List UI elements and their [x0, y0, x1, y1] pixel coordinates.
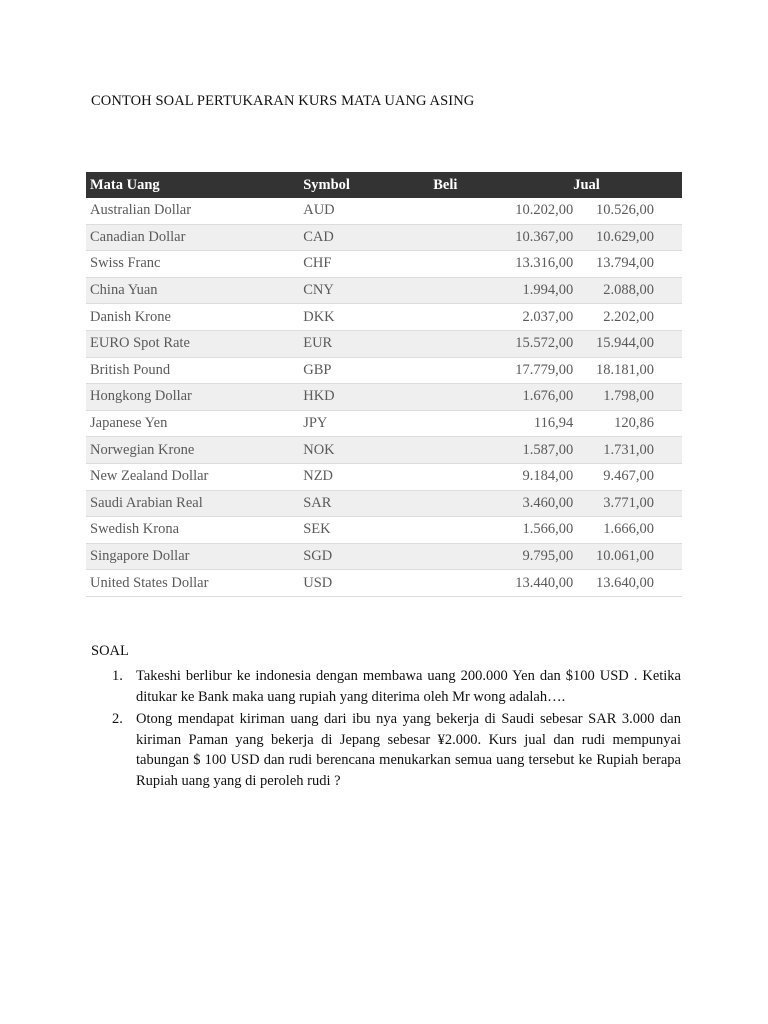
buy-rate: 9.795,00 — [433, 543, 573, 570]
buy-rate: 1.994,00 — [433, 277, 573, 304]
buy-rate: 1.566,00 — [433, 517, 573, 544]
table-row — [86, 304, 682, 331]
currency-name: Australian Dollar — [86, 198, 303, 224]
sell-rate: 9.467,00 — [573, 463, 682, 490]
currency-symbol: EUR — [303, 330, 433, 357]
currency-symbol: CNY — [303, 277, 433, 304]
question-number: 2. — [112, 711, 123, 727]
currency-symbol: HKD — [303, 384, 433, 411]
table-row — [86, 437, 682, 464]
buy-rate: 2.037,00 — [433, 304, 573, 331]
sell-rate: 1.798,00 — [573, 384, 682, 411]
currency-name: Swedish Krona — [86, 517, 303, 544]
currency-symbol: NZD — [303, 463, 433, 490]
header-symbol: Symbol — [303, 172, 433, 198]
question-text: Takeshi berlibur ke indonesia dengan membawa uang 200.000 Yen dan $100 USD . Ketika ditukar ke Bank maka uang rupiah yang diterima oleh Mr wong adalah…. — [136, 668, 681, 705]
table-row — [86, 410, 682, 437]
currency-symbol: DKK — [303, 304, 433, 331]
currency-name: Singapore Dollar — [86, 543, 303, 570]
header-sell: Jual — [573, 172, 682, 198]
sell-rate: 10.061,00 — [573, 543, 682, 570]
question-text: Otong mendapat kiriman uang dari ibu nya yang bekerja di Saudi sebesar SAR 3.000 dan kiriman Paman yang bekerja di Jepang sebesar ¥2.000. Kurs jual dan rudi mempunyai tabungan $ 100 USD dan rudi berencana menukarkan semua uang tersebut ke Rupiah berapa Rupiah uang yang di peroleh rudi ? — [136, 711, 681, 789]
table-row — [86, 463, 682, 490]
questions-heading: SOAL — [91, 643, 129, 659]
sell-rate: 2.088,00 — [573, 277, 682, 304]
currency-name: Japanese Yen — [86, 410, 303, 437]
sell-rate: 13.794,00 — [573, 251, 682, 278]
currency-symbol: CHF — [303, 251, 433, 278]
currency-name: Hongkong Dollar — [86, 384, 303, 411]
currency-symbol: NOK — [303, 437, 433, 464]
buy-rate: 10.367,00 — [433, 224, 573, 251]
sell-rate: 1.731,00 — [573, 437, 682, 464]
currency-name: Norwegian Krone — [86, 437, 303, 464]
currency-name: Swiss Franc — [86, 251, 303, 278]
table-header-row — [86, 172, 682, 198]
header-currency: Mata Uang — [86, 172, 303, 198]
sell-rate: 3.771,00 — [573, 490, 682, 517]
header-buy: Beli — [433, 172, 573, 198]
buy-rate: 3.460,00 — [433, 490, 573, 517]
buy-rate: 10.202,00 — [433, 198, 573, 224]
table-row — [86, 384, 682, 411]
sell-rate: 18.181,00 — [573, 357, 682, 384]
currency-symbol: CAD — [303, 224, 433, 251]
table-row — [86, 224, 682, 251]
currency-symbol: SEK — [303, 517, 433, 544]
table-row — [86, 251, 682, 278]
currency-name: New Zealand Dollar — [86, 463, 303, 490]
currency-name: British Pound — [86, 357, 303, 384]
currency-name: Saudi Arabian Real — [86, 490, 303, 517]
sell-rate: 120,86 — [573, 410, 682, 437]
buy-rate: 17.779,00 — [433, 357, 573, 384]
sell-rate: 15.944,00 — [573, 330, 682, 357]
currency-symbol: GBP — [303, 357, 433, 384]
table-row — [86, 357, 682, 384]
buy-rate: 15.572,00 — [433, 330, 573, 357]
currency-symbol: SGD — [303, 543, 433, 570]
buy-rate: 13.440,00 — [433, 570, 573, 597]
sell-rate: 10.629,00 — [573, 224, 682, 251]
currency-symbol: AUD — [303, 198, 433, 224]
table-row — [86, 330, 682, 357]
currency-name: EURO Spot Rate — [86, 330, 303, 357]
currency-name: Canadian Dollar — [86, 224, 303, 251]
table-row — [86, 570, 682, 597]
currency-symbol: USD — [303, 570, 433, 597]
exchange-rate-table — [86, 172, 682, 597]
currency-symbol: SAR — [303, 490, 433, 517]
sell-rate: 10.526,00 — [573, 198, 682, 224]
table-row — [86, 543, 682, 570]
table-row — [86, 490, 682, 517]
questions-section — [91, 643, 681, 793]
buy-rate: 1.587,00 — [433, 437, 573, 464]
table-row — [86, 277, 682, 304]
buy-rate: 9.184,00 — [433, 463, 573, 490]
buy-rate: 1.676,00 — [433, 384, 573, 411]
currency-symbol: JPY — [303, 410, 433, 437]
table-row — [86, 517, 682, 544]
question-item — [91, 709, 681, 791]
buy-rate: 116,94 — [433, 410, 573, 437]
buy-rate: 13.316,00 — [433, 251, 573, 278]
question-item — [91, 666, 681, 707]
sell-rate: 13.640,00 — [573, 570, 682, 597]
currency-name: China Yuan — [86, 277, 303, 304]
question-list — [91, 666, 681, 791]
sell-rate: 1.666,00 — [573, 517, 682, 544]
currency-name: Danish Krone — [86, 304, 303, 331]
table-row — [86, 198, 682, 224]
currency-name: United States Dollar — [86, 570, 303, 597]
question-number: 1. — [112, 668, 123, 684]
page-title: CONTOH SOAL PERTUKARAN KURS MATA UANG ASING — [91, 93, 475, 109]
sell-rate: 2.202,00 — [573, 304, 682, 331]
